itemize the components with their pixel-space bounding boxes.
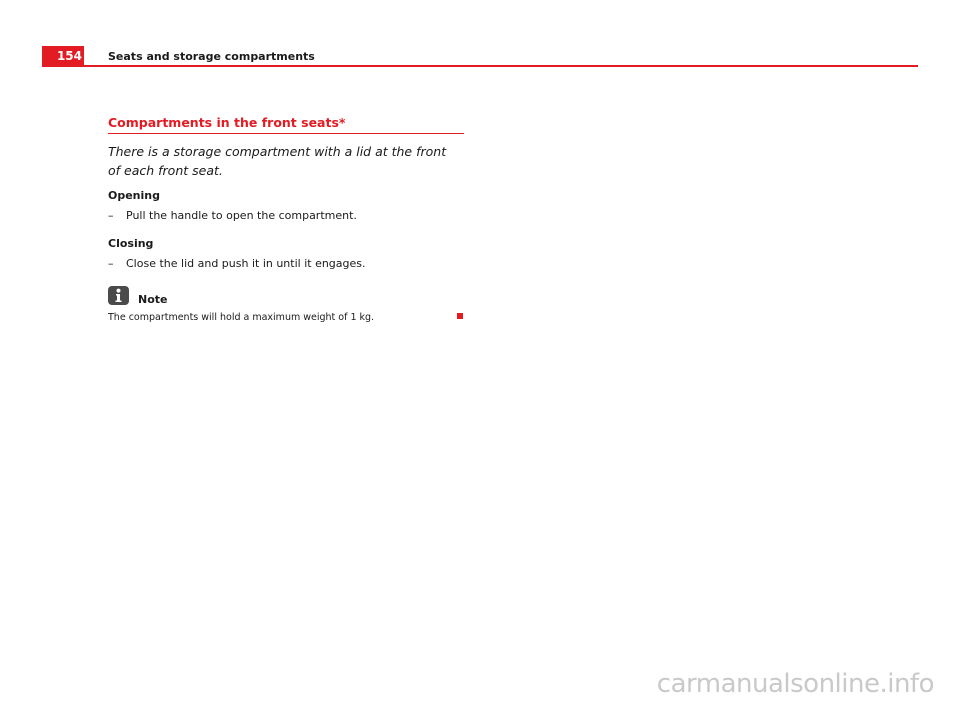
note-text: The compartments will hold a maximum weight of 1 kg. [108,312,375,323]
opening-step [108,209,357,222]
closing-heading: Closing [108,237,154,250]
page-number: 154 [42,46,84,66]
section-title: Compartments in the front seats* [108,115,346,130]
closing-step [108,257,366,270]
opening-step-text: Pull the handle to open the compartment. [126,209,357,222]
chapter-title: Seats and storage compartments [108,50,315,63]
step-marker: – [108,257,114,270]
closing-step-text: Close the lid and push it in until it engages. [126,257,366,270]
opening-heading: Opening [108,189,160,202]
watermark: carmanualsonline.info [656,669,934,699]
header-divider [42,65,918,67]
info-icon [108,286,129,305]
section-intro: There is a storage compartment with a lid at the front of each front seat. [108,144,447,178]
note-label: Note [138,293,168,306]
section-divider [108,133,464,134]
step-marker: – [108,209,114,222]
section-end-marker [457,313,463,319]
